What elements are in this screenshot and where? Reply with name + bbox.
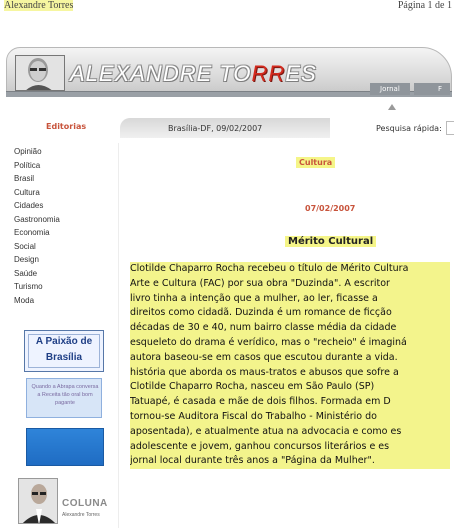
article-line: aposentada), e atualmente atua na advocacia e como es xyxy=(130,425,450,440)
article-line: livro tinha a intenção que a mulher, ao ler, ficasse a xyxy=(130,292,450,307)
editorias-heading: Editorias xyxy=(46,122,87,131)
current-date: Brasília-DF, 09/02/2007 xyxy=(168,124,263,133)
sidebar-item-saude[interactable]: Saúde xyxy=(14,268,38,278)
article-line: tornou-se Auditora Fiscal do Trabalho - Ministério do xyxy=(130,410,450,425)
article-line: Clotilde Chaparro Rocha recebeu o título de Mérito Cultura xyxy=(130,262,450,277)
sidebar-item-gastronomia[interactable]: Gastronomia xyxy=(14,214,60,224)
sidebar-item-moda[interactable]: Moda xyxy=(14,295,35,305)
article-title: Mérito Cultural xyxy=(285,236,376,247)
logo-text-prefix: ALEXANDRE TO xyxy=(70,61,252,86)
sidebar-item-social[interactable]: Social xyxy=(14,241,36,251)
sidebar-item-design[interactable]: Design xyxy=(14,255,39,264)
article-line: história que aborda os maus-tratos e abusos que sofre a xyxy=(130,366,450,381)
article-line: Tatuapé, é casada e mãe de dois filhos. Formada em D xyxy=(130,395,450,410)
article-line: esqueleto do drama é verídico, mas o "recheio" é imaginá xyxy=(130,336,450,351)
coluna-title: COLUNA xyxy=(62,498,108,509)
sidebar-item-brasil[interactable]: Brasil xyxy=(14,174,35,183)
article-category[interactable]: Cultura xyxy=(296,157,335,168)
coluna-author: Alexandre Torres xyxy=(62,512,100,518)
ad-banner-text: Quando a Abrapa conversa a Receita tão oral bom pagante xyxy=(31,384,99,406)
article-line: direitos como cidadã. Duzinda é um romance de ficção xyxy=(130,306,450,321)
paixao-line-2: Brasília xyxy=(45,352,83,363)
article-line: Arte e Cultura (FAC) por sua obra "Duzinda". A escritor xyxy=(130,277,450,292)
tab-f[interactable]: F xyxy=(414,83,450,95)
logo-text-suffix: ES xyxy=(285,61,317,86)
sidebar-item-cultura[interactable]: Cultura xyxy=(14,187,40,197)
article-body xyxy=(130,262,450,469)
sidebar-item-opiniao[interactable]: Opinião xyxy=(14,147,42,156)
paixao-line-1: A Paixão de xyxy=(35,336,93,347)
tab-jornal[interactable]: Jornal xyxy=(370,83,410,95)
sidebar-item-turismo[interactable]: Turismo xyxy=(14,282,43,291)
sidebar-item-economia[interactable]: Economia xyxy=(14,228,50,237)
print-page-number: Página 1 de 1 xyxy=(397,0,452,11)
search-label: Pesquisa rápida: xyxy=(376,124,442,133)
article-date: 07/02/2007 xyxy=(305,204,356,213)
article-line: autora baseou-se em casos que escutou durante a vida. xyxy=(130,351,450,366)
print-author: Alexandre Torres xyxy=(4,0,74,11)
article-line: décadas de 30 e 40, num bairro classe média da cidade xyxy=(130,321,450,336)
sidebar-item-politica[interactable]: Política xyxy=(14,160,41,170)
article-line: jornal local durante três anos a "Página da Mulher". xyxy=(130,454,450,469)
article-line: adolescente e jovem, ganhou concursos literários e es xyxy=(130,440,450,455)
sidebar-item-cidades[interactable]: Cidades xyxy=(14,201,44,210)
article-line: Clotilde Chaparro Rocha, nasceu em São Paulo (SP) xyxy=(130,380,450,395)
logo-text-highlight: RR xyxy=(251,61,286,86)
